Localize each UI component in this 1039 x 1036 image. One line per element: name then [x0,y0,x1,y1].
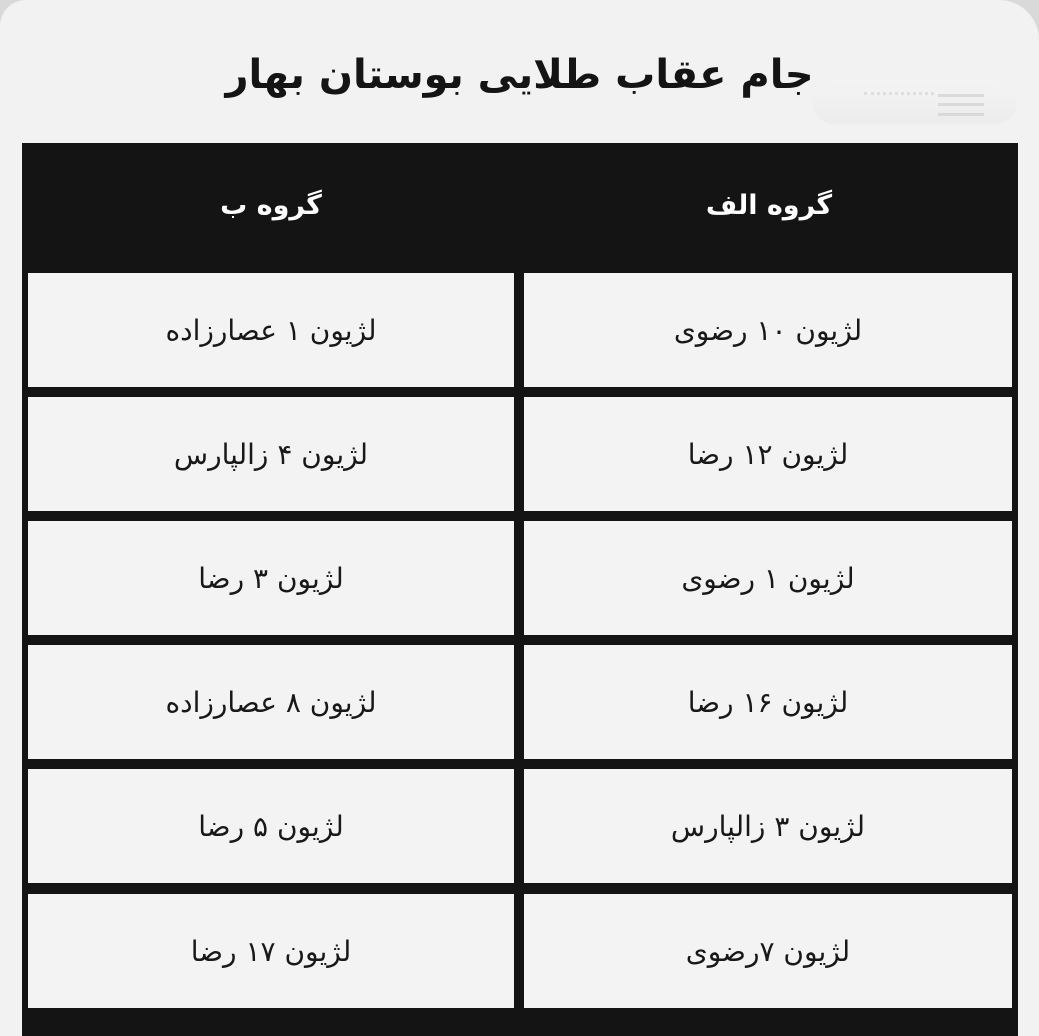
table-cell-group-b: لژیون ۱۷ رضا [28,894,514,1008]
table-cell-group-a: لژیون ۳ زالپارس [524,769,1012,883]
table-cell-group-a: لژیون ۱ رضوی [524,521,1012,635]
table-cell-group-a: لژیون ۱۶ رضا [524,645,1012,759]
table-cell-group-b: لژیون ۵ رضا [28,769,514,883]
table-cell-group-b: لژیون ۳ رضا [28,521,514,635]
groups-table [22,143,1018,1036]
table-cell-group-a: لژیون ۱۰ رضوی [524,273,1012,387]
table-cell-group-a: لژیون ۱۲ رضا [524,397,1012,511]
page-title: جام عقاب طلایی بوستان بهار [225,52,814,98]
column-header-group-b: گروه ب [220,189,322,221]
table-header [22,143,1018,267]
column-header-group-a: گروه الف [705,189,833,221]
table-cell-group-b: لژیون ۴ زالپارس [28,397,514,511]
table-cell-group-a: لژیون ۷رضوی [524,894,1012,1008]
table-cell-group-b: لژیون ۸ عصارزاده [28,645,514,759]
table-cell-group-b: لژیون ۱ عصارزاده [28,273,514,387]
